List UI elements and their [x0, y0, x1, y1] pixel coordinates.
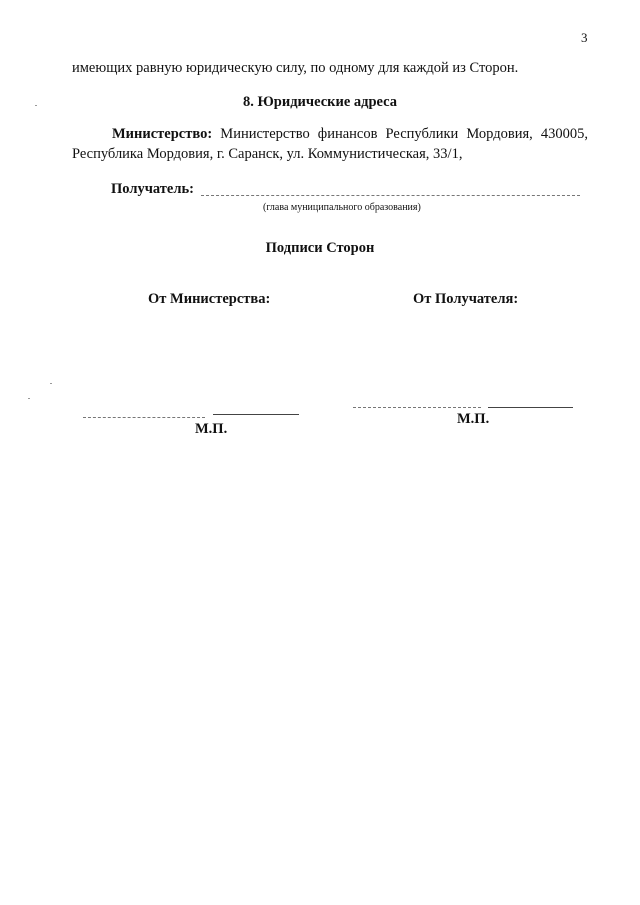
- intro-line: имеющих равную юридическую силу, по одному для каждой из Сторон.: [72, 60, 519, 76]
- ministry-line-1: [72, 126, 588, 143]
- recipient-caption: (глава муниципального образования): [263, 202, 421, 213]
- from-ministry-label: От Министерства:: [148, 291, 271, 307]
- recipient-label: Получатель:: [111, 181, 194, 197]
- signatures-title: Подписи Сторон: [265, 240, 375, 256]
- section-title: 8. Юридические адреса: [242, 94, 398, 110]
- scan-speck: [35, 105, 37, 106]
- scan-speck: [28, 398, 30, 399]
- ministry-address-line-2: Республика Мордовия, г. Саранск, ул. Коммунистическая, 33/1,: [72, 146, 463, 162]
- ministry-address-line-1: Министерство финансов Республики Мордовия, 430005,: [220, 126, 588, 142]
- ministry-name-line: [213, 414, 299, 415]
- recipient-signature-line: [353, 407, 481, 408]
- ministry-signature-line: [83, 417, 205, 418]
- ministry-address: [72, 126, 588, 143]
- ministry-label: Министерство:: [112, 126, 213, 142]
- recipient-stamp-label: М.П.: [457, 411, 490, 427]
- page-number: 3: [581, 30, 588, 45]
- recipient-line: [201, 195, 580, 196]
- scan-speck: [50, 383, 52, 384]
- from-recipient-label: От Получателя:: [413, 291, 519, 307]
- ministry-stamp-label: М.П.: [195, 421, 228, 437]
- recipient-name-line: [488, 407, 573, 408]
